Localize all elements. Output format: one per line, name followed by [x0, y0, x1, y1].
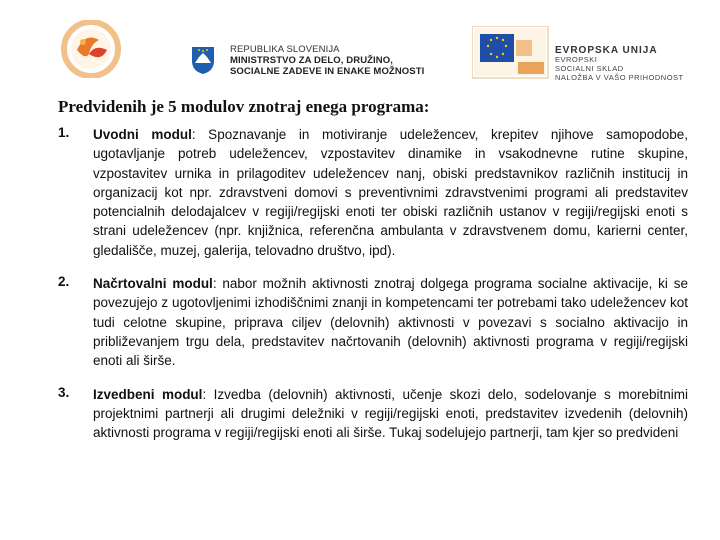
list-item	[58, 385, 688, 443]
item-number: 1.	[58, 125, 70, 140]
item-description: : nabor možnih aktivnosti znotraj dolgega programa socialne aktivacije, ki se povezujejo z ugotovljenimi izhodiščnimi znanji in kompetencami ter potrebami tako udeležencev kot tudi celotne skupine, priprava ciljev (delovnih) aktivnosti v povezavi s socialno aktivacijo in približevanjem trgu dela, predstavitev načrtovanih (delovnih) aktivnosti programa v regiji/regijski enoti ali širše.	[93, 276, 688, 369]
item-text	[93, 385, 688, 443]
ministry-line-1: REPUBLIKA SLOVENIJA	[230, 44, 340, 55]
eu-line-1: EVROPSKA UNIJA	[555, 45, 658, 56]
eu-text-block	[555, 46, 684, 82]
page-heading: Predvidenih je 5 modulov znotraj enega programa:	[58, 97, 430, 116]
item-number: 3.	[58, 384, 70, 400]
item-text	[93, 125, 688, 260]
item-term: Načrtovalni modul	[93, 276, 213, 292]
eu-line-3: SOCIALNI SKLAD	[555, 64, 624, 73]
item-description: : Izvedba (delovnih) aktivnosti, učenje skozi delo, sodelovanje s morebitnimi projektnimi partnerji ali drugimi deležniki v regiji/regijski enoti, predstavitev izvedenih (delovnih) aktivnosti programa v regiji/regijski enoti ali širše. Tukaj sodelujejo partnerji, tam kjer so predvideni	[93, 386, 688, 441]
list-item	[58, 274, 688, 370]
eu-line-2: EVROPSKI	[555, 55, 598, 64]
item-description: : Spoznavanje in motiviranje udeležencev, krepitev njihove samopodobe, ugotavljanje potreb udeležencev, vzpostavitev dinamike in vsakodnevne rutine skupine, vzpostavitev urnika in prilagoditev udeležencev nanj, obiski predstavnikov različnih institucij in organizacij kot npr. zdravstveni domovi s preventivnimi zdravstvenimi programi ali predstavitev potencialnih delodajalcev v regiji/regijski enoti ter obiski različnih ustanov v regiji/regijski enoti s strani udeležencev (npr. knjižnica, referenčna ambulanta v zdravstvenem domu, karierni center, gledališče, muzej, galerija, telovadno društvo, ipd).	[93, 127, 688, 258]
list-item	[58, 125, 688, 260]
item-term: Izvedbeni modul	[93, 386, 203, 402]
item-term: Uvodni modul	[93, 127, 192, 142]
header	[0, 0, 720, 95]
modules-list	[58, 125, 688, 456]
item-text	[93, 274, 688, 370]
item-number: 2.	[58, 274, 70, 290]
eu-line-4: NALOŽBA V VAŠO PRIHODNOST	[555, 73, 684, 82]
ministry-line-2: MINISTRSTVO ZA DELO, DRUŽINO,	[230, 55, 393, 66]
circular-society-logo-icon	[55, 20, 127, 78]
ministry-name	[230, 44, 424, 77]
coat-of-arms-icon	[190, 45, 216, 75]
ministry-line-3: SOCIALNE ZADEVE IN ENAKE MOŽNOSTI	[230, 66, 425, 77]
